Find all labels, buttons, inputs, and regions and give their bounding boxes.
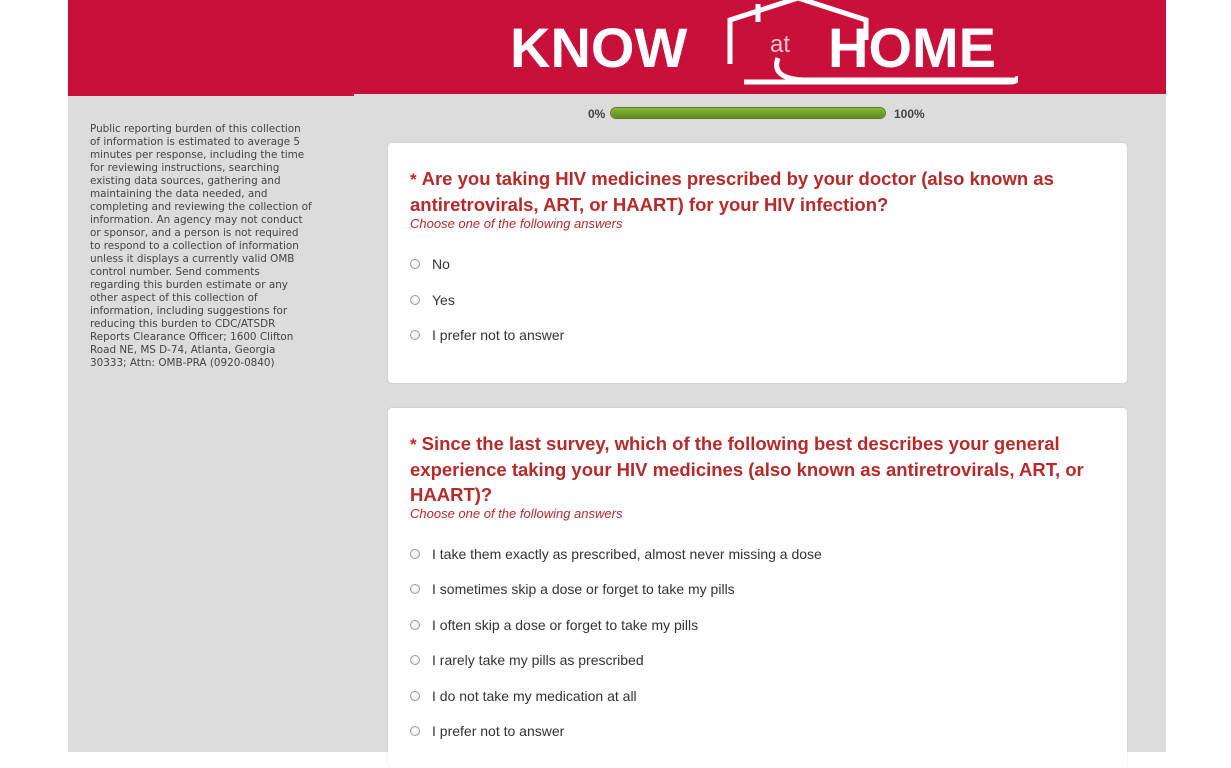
radio-button[interactable] (410, 259, 420, 269)
question-card-2 (388, 408, 1127, 768)
option-label: Yes (432, 292, 455, 308)
option-prefer-not[interactable] (410, 325, 1090, 345)
question-title (410, 431, 1100, 507)
radio-button[interactable] (410, 726, 420, 736)
progress-bar (588, 106, 928, 122)
option-label: I rarely take my pills as prescribed (432, 652, 644, 668)
question-card-1 (388, 143, 1127, 383)
logo-word-at: at (770, 31, 791, 58)
required-marker: * (410, 435, 417, 454)
option-label: I take them exactly as prescribed, almost never missing a dose (432, 546, 822, 562)
survey-page (68, 0, 1166, 752)
option-label: No (432, 256, 450, 272)
question-title (410, 166, 1100, 217)
progress-fill (611, 108, 885, 118)
radio-button[interactable] (410, 295, 420, 305)
option-label: I often skip a dose or forget to take my pills (432, 617, 699, 633)
header-banner (68, 0, 1166, 94)
option-prefer-not[interactable] (410, 721, 1090, 741)
logo-word-know: KNOW (510, 16, 688, 79)
radio-button[interactable] (410, 655, 420, 665)
option-often-skip[interactable] (410, 615, 1090, 635)
option-do-not-take[interactable] (410, 686, 1090, 706)
progress-end-label: 100% (894, 107, 925, 121)
option-no[interactable] (410, 254, 1090, 274)
radio-button[interactable] (410, 691, 420, 701)
option-exactly-as-prescribed[interactable] (410, 544, 1090, 564)
progress-start-label: 0% (588, 107, 606, 121)
logo-word-home: HOME (828, 16, 996, 79)
required-marker: * (410, 170, 417, 189)
question-text: Are you taking HIV medicines prescribed by your doctor (also known as antiretrovirals, ART, or HAART) for your HIV infection? (410, 168, 1054, 215)
option-sometimes-skip[interactable] (410, 579, 1090, 599)
omb-burden-statement: Public reporting burden of this collection of information is estimated to average 5 minutes per response, including the time for reviewing instructions, searching existing data sources, gathering and maintaining the data needed, and completing and reviewing the collection of information. An agency may not conduct or sponsor, and a person is not required to respond to a collection of information unless it displays a currently valid OMB control number. Send comments regarding this burden estimate or any other aspect of this collection of information, including suggestions for reducing this burden to CDC/ATSDR Reports Clearance Officer; 1600 Clifton Road NE, MS D-74, Atlanta, Georgia 30333; Attn: OMB-PRA (0920-0840) (90, 123, 312, 369)
option-label: I sometimes skip a dose or forget to take my pills (432, 581, 735, 597)
option-label: I prefer not to answer (432, 723, 565, 739)
radio-button[interactable] (410, 549, 420, 559)
question-hint: Choose one of the following answers (410, 216, 623, 231)
option-label: I do not take my medication at all (432, 688, 637, 704)
header-underline (68, 94, 354, 96)
option-label: I prefer not to answer (432, 327, 565, 343)
option-yes[interactable] (410, 290, 1090, 310)
progress-track (610, 107, 886, 119)
radio-button[interactable] (410, 620, 420, 630)
radio-button[interactable] (410, 584, 420, 594)
option-rarely-take[interactable] (410, 650, 1090, 670)
question-text: Since the last survey, which of the following best describes your general experience taking your HIV medicines (also known as antiretrovirals, ART, or HAART)? (410, 433, 1084, 505)
question-hint: Choose one of the following answers (410, 506, 623, 521)
know-at-home-logo (508, 0, 1018, 94)
radio-button[interactable] (410, 330, 420, 340)
